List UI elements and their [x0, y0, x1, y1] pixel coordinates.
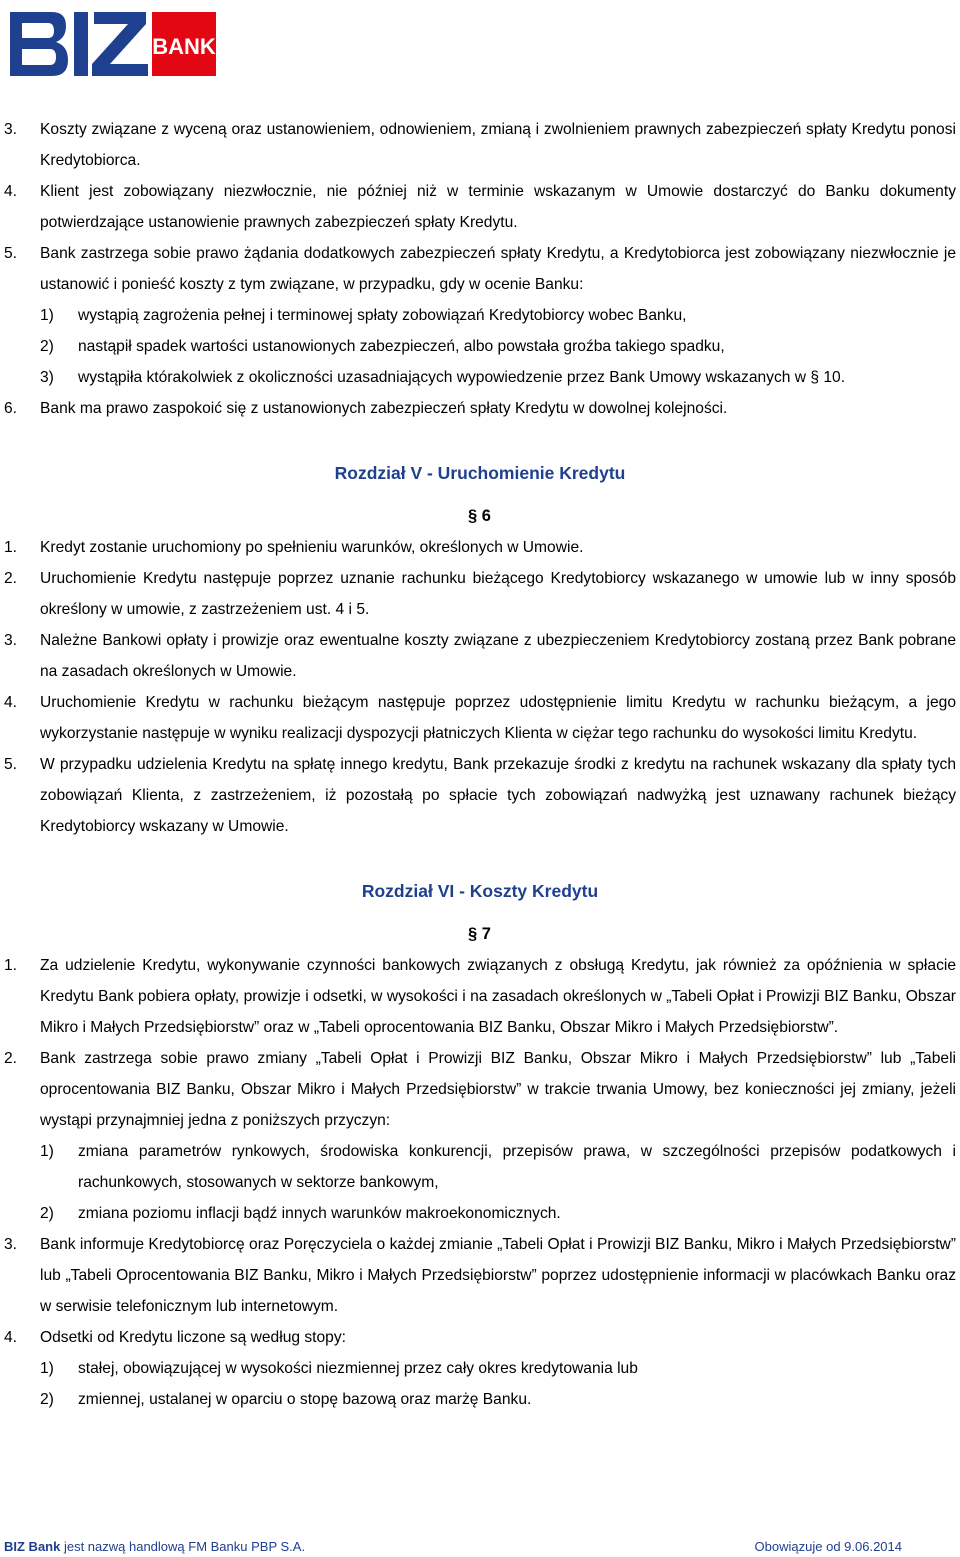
logo-bank-text: BANK: [152, 34, 216, 59]
footer-brand-line: BIZ Bank jest nazwą handlową FM Banku PBP S.A.: [4, 1539, 306, 1554]
sub-list-item: 2) zmiana poziomu inflacji bądź innych warunków makroekonomicznych.: [40, 1205, 561, 1222]
list-item: 3. Należne Bankowi opłaty i prowizje oraz ewentualne koszty związane z ubezpieczeniem Kredytobiorcy zostaną przez Bank pobrane na zasadach określonych w Umowie.: [4, 632, 956, 680]
list-item: 5. W przypadku udzielenia Kredytu na spłatę innego kredytu, Bank przekazuje środki z kredytu na rachunek wskazany dla spłaty tych zobowiązań Klienta, z zastrzeżeniem, iż pozostałą po spłacie tych zobowiązań nadwyżką jest uznawany rachunek bieżący Kredytobiorcy wskazany w Umowie.: [4, 756, 956, 835]
paragraph-number: § 6: [468, 507, 491, 525]
list-item: 1. Za udzielenie Kredytu, wykonywanie czynności bankowych związanych z obsługą Kredytu, jak również za opóźnienia w spłacie Kredytu Bank pobiera opłaty, prowizje i odsetki, w wysokości i na zasadach określonych w „Tabeli Opłat i Prowizji BIZ Banku, Obszar Mikro i Małych Przedsiębiorstw” oraz w „Tabeli oprocentowania BIZ Banku, Obszar Mikro i Małych Przedsiębiorstw”.: [4, 957, 956, 1036]
list-item: 3. Koszty związane z wyceną oraz ustanowieniem, odnowieniem, zmianą i zwolnieniem prawnych zabezpieczeń spłaty Kredytu ponosi Kredytobiorca.: [4, 121, 956, 169]
list-item: 1. Kredyt zostanie uruchomiony po spełnieniu warunków, określonych w Umowie.: [4, 539, 584, 556]
footer-valid-date: Obowiązuje od 9.06.2014: [754, 1539, 902, 1554]
chapter-title: Rozdział VI - Koszty Kredytu: [361, 881, 599, 901]
list-item: 4. Uruchomienie Kredytu w rachunku bieżącym następuje poprzez udostępnienie limitu Kredytu w rachunku bieżącym, a jego wykorzystanie następuje w wyniku realizacji dyspozycji płatniczych Klienta w ciężar tego rachunku do wysokości limitu Kredytu.: [4, 694, 956, 742]
paragraph-number: § 7: [468, 925, 491, 943]
chapter-title: Rozdział V - Uruchomienie Kredytu: [334, 463, 626, 483]
sub-list-item: 2) zmiennej, ustalanej w oparciu o stopę bazową oraz marżę Banku.: [40, 1391, 532, 1408]
list-item: 4. Klient jest zobowiązany niezwłocznie, nie później niż w terminie wskazanym w Umowie dostarczyć do Banku dokumenty potwierdzające ustanowienie prawnych zabezpieczeń spłaty Kredytu.: [4, 183, 956, 231]
document-body: [0, 114, 960, 1415]
sub-list-item: 2) nastąpił spadek wartości ustanowionych zabezpieczeń, albo powstała groźba takiego spadku,: [40, 338, 725, 355]
sub-list-item: 1) zmiana parametrów rynkowych, środowiska konkurencji, przepisów prawa, w szczególności przepisów podatkowych i rachunkowych, stosowanych w sektorze bankowym,: [40, 1143, 956, 1191]
biz-bank-logo: [8, 6, 218, 82]
list-item: 6. Bank ma prawo zaspokoić się z ustanowionych zabezpieczeń spłaty Kredytu w dowolnej kolejności.: [4, 400, 728, 417]
sub-list-item: 3) wystąpiła którakolwiek z okoliczności uzasadniających wypowiedzenie przez Bank Umowy wskazanych w § 10.: [40, 369, 846, 386]
sub-list-item: 1) wystąpią zagrożenia pełnej i terminowej spłaty zobowiązań Kredytobiorcy wobec Banku,: [40, 307, 687, 324]
list-item: 3. Bank informuje Kredytobiorcę oraz Poręczyciela o każdej zmianie „Tabeli Opłat i Prowizji BIZ Banku, Mikro i Małych Przedsiębiorstw” lub „Tabeli Oprocentowania BIZ Banku, Mikro i Małych Przedsiębiorstw” poprzez udostępnienie informacji w placówkach Banku oraz w serwisie telefonicznym lub internetowym.: [4, 1236, 956, 1315]
list-item: 2. Bank zastrzega sobie prawo zmiany „Tabeli Opłat i Prowizji BIZ Banku, Obszar Mikro i Małych Przedsiębiorstw” lub „Tabeli oprocentowania BIZ Banku, Obszar Mikro i Małych Przedsiębiorstw” w trakcie trwania Umowy, bez konieczności jej zmiany, jeżeli wystąpi przynajmniej jedna z poniższych przyczyn:: [4, 1050, 956, 1129]
list-item: 2. Uruchomienie Kredytu następuje poprzez uznanie rachunku bieżącego Kredytobiorcy wskazanego w umowie lub w inny sposób określony w umowie, z zastrzeżeniem ust. 4 i 5.: [4, 570, 956, 618]
list-item: 4. Odsetki od Kredytu liczone są według stopy:: [4, 1329, 346, 1346]
list-item: 5. Bank zastrzega sobie prawo żądania dodatkowych zabezpieczeń spłaty Kredytu, a Kredytobiorca jest zobowiązany niezwłocznie je ustanowić i ponieść koszty z tym związane, w przypadku, gdy w ocenie Banku:: [4, 245, 956, 293]
sub-list-item: 1) stałej, obowiązującej w wysokości niezmiennej przez cały okres kredytowania lub: [40, 1360, 638, 1377]
page-footer: [4, 1538, 902, 1556]
